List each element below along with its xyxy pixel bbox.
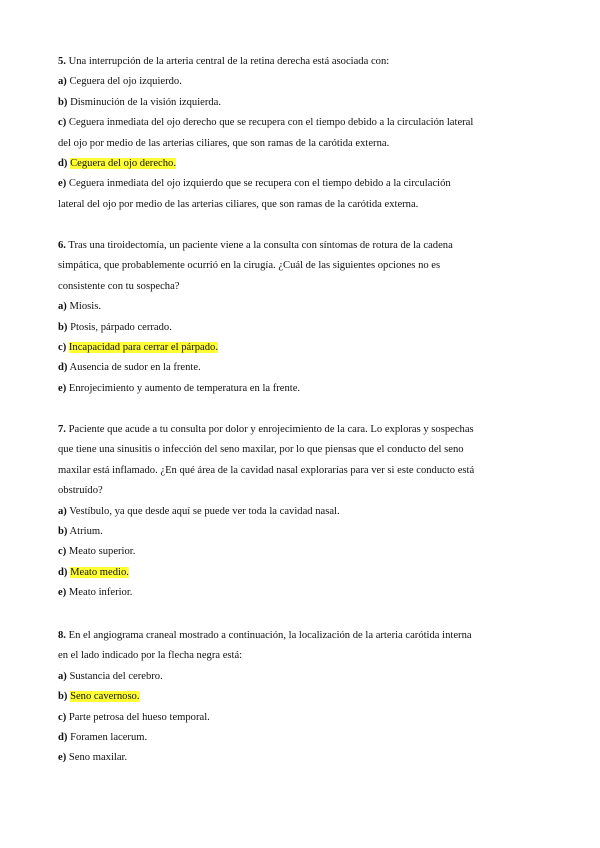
option-letter: e)	[58, 178, 67, 190]
answer-option	[58, 358, 548, 378]
answer-option	[58, 522, 548, 542]
option-letter: d)	[58, 566, 68, 578]
option-letter: a)	[58, 505, 67, 517]
question-stem-text: en el lado indicado por la flecha negra está:	[58, 650, 243, 662]
question-number: 7.	[58, 424, 66, 435]
question-stem-line	[58, 420, 548, 440]
question-stem-line	[58, 440, 548, 460]
answer-option	[58, 667, 548, 687]
question-stem-text: que tiene una sinusitis o infección del seno maxilar, por lo que piensas que el conducto del seno	[58, 444, 464, 456]
option-text: Ptosis, párpado cerrado.	[70, 321, 172, 333]
question-stem-line	[58, 626, 548, 646]
question-6	[58, 236, 548, 399]
option-text: Atrium.	[69, 526, 103, 538]
answer-option	[58, 72, 548, 92]
question-stem-text: maxilar está inflamado. ¿En qué área de la cavidad nasal explorarías para ver si este conducto está	[58, 464, 475, 476]
option-text: Disminución de la visión izquierda.	[70, 96, 222, 108]
option-text: Meato superior.	[68, 546, 136, 558]
option-letter: c)	[58, 117, 67, 129]
answer-option	[58, 113, 548, 133]
option-letter: d)	[58, 158, 68, 170]
answer-option	[58, 93, 548, 113]
option-text: Ausencia de sudor en la frente.	[69, 362, 201, 374]
option-letter: d)	[58, 732, 68, 744]
question-stem-line	[58, 236, 548, 256]
question-stem-text: Tras una tiroidectomía, un paciente viene a la consulta con síntomas de rotura de la cadena	[68, 240, 453, 251]
question-stem-line	[58, 52, 548, 72]
option-text: lateral del ojo por medio de las arterias ciliares, que son ramas de la carótida externa.	[58, 198, 419, 210]
answer-option	[58, 583, 548, 603]
answer-option	[58, 297, 548, 317]
option-letter: a)	[58, 76, 67, 88]
question-stem-text: obstruído?	[58, 485, 103, 497]
answer-option	[58, 338, 548, 358]
option-text: Ceguera inmediata del ojo izquierdo que se recupera con el tiempo debido a la circulación	[68, 178, 451, 190]
answer-option	[58, 154, 548, 174]
option-text: Meato inferior.	[68, 587, 133, 599]
option-text: Sustancia del cerebro.	[69, 670, 163, 682]
question-number: 5.	[58, 56, 66, 67]
question-stem-text: Paciente que acude a tu consulta por dolor y enrojecimiento de la cara. Lo exploras y sospechas	[68, 424, 474, 435]
question-stem-line	[58, 461, 548, 481]
option-letter: b)	[58, 691, 68, 703]
option-letter: b)	[58, 526, 68, 538]
option-letter: d)	[58, 362, 68, 374]
option-letter: a)	[58, 670, 67, 682]
option-letter: b)	[58, 96, 68, 108]
question-number: 8.	[58, 630, 66, 641]
question-stem-line	[58, 277, 548, 297]
option-letter: b)	[58, 321, 68, 333]
highlighted-answer-text: Meato medio.	[70, 566, 129, 578]
question-stem-text: En el angiograma craneal mostrado a continuación, la localización de la arteria carótida interna	[68, 630, 472, 641]
option-text: Enrojecimiento y aumento de temperatura en la frente.	[68, 382, 301, 394]
answer-option	[58, 174, 548, 194]
option-text: Miosis.	[69, 301, 101, 313]
option-text: Parte petrosa del hueso temporal.	[68, 711, 210, 723]
option-text: Seno maxilar.	[68, 752, 128, 764]
option-text: del ojo por medio de las arterias ciliares, que son ramas de la carótida externa.	[58, 137, 390, 149]
option-letter: e)	[58, 587, 67, 599]
answer-option	[58, 748, 548, 768]
answer-option	[58, 195, 548, 215]
answer-option	[58, 134, 548, 154]
option-letter: a)	[58, 301, 67, 313]
option-letter: c)	[58, 711, 67, 723]
question-5	[58, 52, 548, 215]
option-letter: e)	[58, 752, 67, 764]
option-letter: c)	[58, 342, 67, 354]
answer-option	[58, 687, 548, 707]
answer-option	[58, 708, 548, 728]
question-8	[58, 626, 548, 769]
question-stem-line	[58, 646, 548, 666]
question-number: 6.	[58, 240, 66, 251]
option-text: Ceguera inmediata del ojo derecho que se recupera con el tiempo debido a la circulación lateral	[68, 117, 474, 129]
answer-option	[58, 502, 548, 522]
answer-option	[58, 318, 548, 338]
answer-option	[58, 728, 548, 748]
question-stem-text: consistente con tu sospecha?	[58, 280, 180, 292]
answer-option	[58, 563, 548, 583]
highlighted-answer-text: Incapacidad para cerrar el párpado.	[68, 342, 218, 354]
option-text: Foramen lacerum.	[70, 732, 148, 744]
option-text: Vestíbulo, ya que desde aquí se puede ver toda la cavidad nasal.	[69, 505, 340, 517]
highlighted-answer-text: Seno cavernoso.	[70, 691, 140, 703]
highlighted-answer-text: Ceguera del ojo derecho.	[70, 158, 176, 170]
option-letter: c)	[58, 546, 67, 558]
question-stem-line	[58, 256, 548, 276]
question-stem-text: Una interrupción de la arteria central de la retina derecha está asociada con:	[68, 56, 390, 67]
answer-option	[58, 379, 548, 399]
question-stem-line	[58, 481, 548, 501]
question-7	[58, 420, 548, 604]
question-stem-text: simpática, que probablemente ocurrió en la cirugía. ¿Cuál de las siguientes opciones no es	[58, 260, 441, 272]
option-letter: e)	[58, 382, 67, 394]
answer-option	[58, 542, 548, 562]
option-text: Ceguera del ojo izquierdo.	[69, 76, 182, 88]
